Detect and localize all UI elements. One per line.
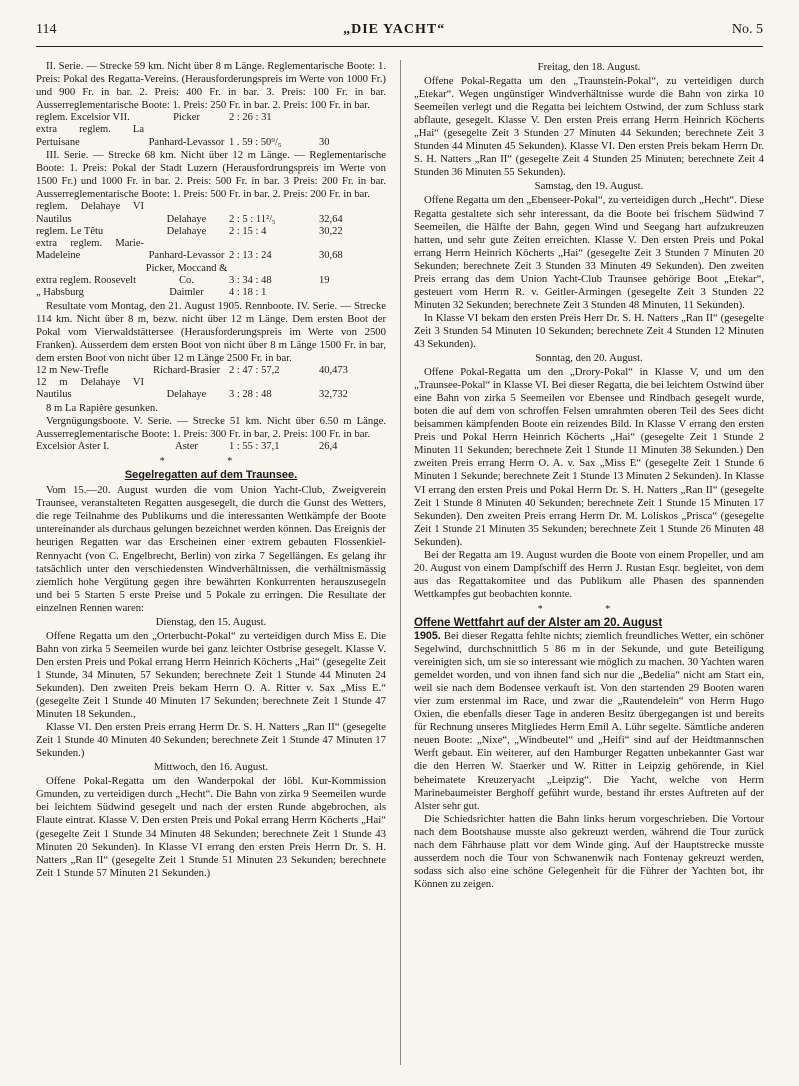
boat-name-cell: extra reglem. Marie-Madeleine: [36, 238, 144, 262]
course-paragraph: Die Schiedsrichter hatten die Bahn links herum vorgeschrieben. Die Vortour nach dem Bootshause musste also gekreuzt werden, während die Tour zurück nach dem Fährhause platt vor dem Winde ging. Auf der Hauptstrecke musste ausserdem noch die Tour von Schwanenwik nach Fontenay gekreuzt werden, sodass sich also eine schöne Gelegenheit für die Führer der Yachten bot, ihr Können zu zeigen.: [414, 812, 764, 890]
speed-cell: 30,68: [319, 250, 343, 262]
results-table-series-3: [36, 201, 386, 299]
boat-name-cell: extra reglem. Roosevelt: [36, 275, 137, 287]
page-number: 114: [36, 22, 57, 37]
alster-text: Bei dieser Regatta fehlte nichts; ziemlich freundliches Wetter, ein schöner Segelwind, durchschnittlich 5 86 m in der Sekunde, und gute Beteiligung vereinigten sich, um sie so interessant wie möglich zu machen. 30 Yachten waren gemeldet worden, und von ihnen fand sich nur die „Bedelia“ nicht am Start ein, weil sie nach dem Bodensee verkauft ist. Von den startenden 29 Booten waren vier zum erstenmal im Race, und zwar die „Rautendelein“ von Herrn Hugo Oxien, die ebenfalls dieser Tage in anderen Besitz übergegangen ist und bereits für Rechnung unseres Mitgliedes Herrn Emil A. Lühr segelte. Sämtliche anderen neuen Boote: „Nixe“, „Windbeutel“ und „Heifi“ sind auf der Heidtmannschen Werft gebaut. Ein weiterer, auf den Hamburger Regatten unbekannter Gast war die den Herren W. Staerker und W. Ritter in Leipzig gehörende, in Kiel beheimatete Kreuzeryacht „Leipzig“. Die Yacht, welche von Herrn Marinebaumeister Berghoff geführt wurde, bestand ihr erstes Auftreten auf der Alster sehr gut.: [414, 630, 764, 812]
section-stars: * *: [537, 603, 641, 615]
speed-cell: 40,473: [319, 364, 348, 376]
results-table-series-2: [36, 112, 386, 149]
race-paragraph: Klasse VI. Den ersten Preis errang Herrn Dr. S. H. Natters „Ran II“ (gesegelte Zeit 1 Stunde 40 Minuten 40 Sekunden; berechnete Zeit 1 Stunde 47 Minuten 17 Sekunden.): [36, 721, 386, 760]
section-heading-traunsee: Segelregatten auf dem Traunsee.: [124, 469, 298, 482]
race-paragraph: Offene Regatta um den „Ebenseer-Pokal“, zu verteidigen durch „Hecht“. Diese Regatta gestaltete sich sehr interessant, da die Boote bei frischem Südwind 7 Seemeilen, die Hälfte der Bahn, gegen Wind und Seegang hart aufzukreuzen hatten, und sehr gute Zeiten erreichten. Klasse V. Den ersten Preis und Pokal errang Herrn Heinrich Köcherts „Hai“ (gesegelte Zeit 3 Stunden 7 Minuten 20 Sekunden; berechnete Zeit 3 Stunden 33 Minuten 49 Sekunden). Den zweiten Preis errang das dem Union Yacht-Club Traunsee gehörige Boot „Etekar“, gesteuert vom Herrn R. v. Geitler-Armingen (gesegelte Zeit 3 Stunden 22 Minuten 32 Sekunden; berechnete Zeit 3 Stunden 48 Minuten, 11 Sekunden).: [414, 194, 764, 311]
builder-cell: Daimler: [169, 287, 204, 299]
section-stars: * *: [159, 456, 263, 468]
section-heading-year: 1905.: [414, 630, 441, 643]
race-paragraph: Offene Pokal-Regatta um den „Traunstein-Pokal“, zu verteidigen durch „Etekar“. Wegen ungünstiger Windverhältnisse wurde die Bahn von zirka 10 Seemeilen verlegt und die Regatta bei leichtem Ostwind, der zum Schluss stark abflaute, gesegelt. Klasse V. Den ersten Preis errang Herrn Heinrich Köcherts „Hai“ (gesegelte Zeit 3 Stunden 27 Minuten 44 Sekunden; berechnete Zeit 3 Stunden 44 Minuten 45 Sekunden). Klasse VI. Den ersten Preis bekam Herrn Dr. S. H. Natters „Ran II“ (gesegelte Zeit 4 Stunden 25 Minuten; berechnete Zeit 4 Stunden 36 Minuten 55 Sekunden).: [414, 75, 764, 179]
boat-name-cell: 12 m New-Trefle: [36, 364, 109, 376]
elapsed-time-cell: 3 : 34 : 48: [229, 275, 272, 287]
builder-cell: Richard-Brasier: [152, 364, 221, 376]
elapsed-time-cell: 4 : 18 : 1: [229, 287, 267, 299]
series-4-text: Resultate vom Montag, den 21. August 1905. Rennboote. IV. Serie. — Strecke 114 km. Nicht über 8 m, bezw. nicht über 12 m Länge. Dem ersten Boot der Pokal vom Vierwaldstättersee (Herausforderungspreis im Werte von 2500 Franken). Ausserdem dem ersten Boot von nicht über 8 m Länge 1500 Fr. in bar, dem ersten Boot von nicht über 12 m Länge 2500 Fr. in bar.: [36, 299, 386, 364]
elapsed-time-cell: 2 : 47 : 57,2: [229, 364, 280, 376]
boat-name-cell: „ Habsburg: [36, 287, 84, 299]
day-heading: Sonntag, den 20. August.: [535, 352, 643, 365]
speed-cell: 30: [319, 136, 330, 148]
speed-cell: [319, 287, 386, 299]
builder-cell: Panhard-Levassor: [148, 136, 225, 148]
table-row: [36, 441, 386, 453]
table-row: [36, 124, 386, 149]
elapsed-time-cell: 2 : 13 : 24: [229, 250, 272, 262]
series-5-text: Vergnügungsboote. V. Serie. — Strecke 51 km. Nicht über 6.50 m Länge. Ausserreglementarische Boote: 1. Preis: 300 Fr. in bar, 2. Preis: 100 Fr. in bar.: [36, 414, 386, 440]
left-column: [36, 60, 386, 1070]
race-paragraph: Offene Pokal-Regatta um den „Drory-Pokal“ in Klasse V, und um den „Traunsee-Pokal“ in Klasse VI. Bei dieser Regatta, die bei leichtem Ostwind über eine Bahn von zirka 5 Seemeilen vor Ebensee und Rindbach gesegelt wurde, boten die auf dem von schroffen Felsen umrahmten oberen Teil des Sees dicht beisammen kämpfenden Boote ein reizendes Bild. In Klasse V errang den ersten Preis und Pokal Herrn Heinrich Köcherts „Hai“ (gesegelte Zeit 1 Stunde 2 Minuten 11 Sekunden; berechnete Zeit 1 Stunde 11 Minuten 38 Sekunden.) Den zweiten Preis errang Herrn O. A. v. Sax „Miss E“ (gesegelte Zeit 1 Stunde 6 Minuten 1 Sekunde; berechnete Zeit 1 Stunde 13 Minuten 2 Sekunden). In Klasse VI errang den ersten Preis und Pokal Herrn Dr. S. H. Natters „Ran II“ (gesegelte Zeit 1 Stunde 8 Minuten 40 Sekunden; berechnete Zeit 1 Stunde 15 Minuten 17 Sekunden). Den zweiten Preis errang Herrn Dr. M. Loliskos „Prisca“ (gesegelte Zeit 1 Stunde 21 Minuten 35 Sekunden; berechnete Zeit 1 Stunde 26 Minuten 48 Sekunden).: [414, 366, 764, 548]
issue-number: No. 5: [731, 22, 763, 37]
builder-cell: Picker, Moccand & Co.: [145, 262, 228, 287]
race-paragraph: Offene Pokal-Regatta um den Wanderpokal der löbl. Kur-Kommission Gmunden, zu verteidigen durch „Hecht“. Die Bahn von zirka 9 Seemeilen wurde bei leichtem Südwind gesegelt und nach der ersten Runde abgebrochen, als Flaute eintrat. Klasse V. Den ersten Preis und Pokal errang Herrn Köcherts „Hai“ (gesegelte Zeit 1 Stunde 34 Minuten 48 Sekunden; berechnete Zeit 1 Stunde 43 Minuten 20 Sekunden). In Klasse VI errang den ersten Preis Herrn Dr. S. H. Natters „Ran II“ (gesegelte Zeit 1 Stunde 51 Minuten 23 Sekunden; berechnete Zeit 1 Stunde 57 Minuten 21 Sekunden.): [36, 775, 386, 879]
table-row: [36, 112, 386, 124]
journal-title: „DIE YACHT“: [343, 22, 446, 37]
builder-cell: Delahaye: [166, 389, 207, 401]
table-row: [36, 377, 386, 402]
series-3-text: III. Serie. — Strecke 68 km. Nicht über 12 m Länge. — Reglementarische Boote: 1. Preis: Pokal der Stadt Luzern (Herausfordrungspreis im Werte von 1500 Fr.) und 1000 Fr. in bar. 2. Preis: 500 Fr. in bar. 3 Preis: 200 Fr. in bar. Ausserreglementarische Boote: 1. Preis: 500 Fr. in bar. 2. Preis: 200 Fr. in bar.: [36, 149, 386, 201]
results-table-series-5: [36, 441, 386, 453]
boat-name-cell: reglem. Delahaye VI Nautilus: [36, 201, 144, 225]
results-table-series-4: [36, 365, 386, 402]
speed-cell: 30,22: [319, 225, 343, 237]
boat-name-cell: Excelsior Aster I.: [36, 440, 110, 452]
builder-cell: Panhard-Levassor: [148, 250, 225, 262]
elapsed-time-cell: 2 : 15 : 4: [229, 225, 267, 237]
sunk-note: 8 m La Rapière gesunken.: [46, 401, 158, 414]
right-column: [414, 60, 764, 1070]
boat-name-cell: extra reglem. La Pertuisane: [36, 124, 144, 148]
column-separator: [400, 60, 401, 1065]
table-row: [36, 238, 386, 263]
race-paragraph: In Klasse VI bekam den ersten Preis Herr Dr. S. H. Natters „Ran II“ (gesegelte Zeit 3 Stunden 54 Minuten 10 Sekunden; berechnete Zeit 4 Stunden 12 Minuten 43 Sekunden).: [414, 311, 764, 350]
race-paragraph: Offene Regatta um den „Orterbucht-Pokal“ zu verteidigen durch Miss E. Die Bahn von zirka 5 Seemeilen wurde bei ganz leichter Ostbrise gesegelt. Klasse V. Den ersten Preis und Pokal errang Herrn Heinrich Köcherts „Hai“ (gesegelte Zeit 1 Stunde, 34 Minuten, 57 Sekunden; berechnete Zeit 1 Stunde 44 Minuten 24 Sekunden). Den zweiten Preis bekam Herrn O. A. Ritter v. Sax „Miss E.“ (gesegelte Zeit 1 Stunde 40 Minuten 17 Sekunden; berechnete Zeit 1 Stunde 47 Minuten 18 Sekunden.,: [36, 629, 386, 721]
speed-cell: 32,64: [319, 213, 343, 225]
speed-cell: 26,4: [319, 440, 338, 452]
alster-paragraph: [414, 617, 764, 813]
day-heading: Dienstag, den 15. August.: [155, 615, 267, 628]
builder-cell: Picker: [173, 112, 200, 124]
day-heading: Mittwoch, den 16. August.: [154, 761, 268, 774]
table-row: [36, 201, 386, 226]
builder-cell: Delahaye: [166, 213, 207, 225]
table-row: [36, 287, 386, 299]
table-row: [36, 226, 386, 238]
speed-cell: 19: [319, 275, 330, 287]
builder-cell: Delahaye: [166, 225, 207, 237]
table-row: [36, 263, 386, 288]
boat-name-cell: reglem. Excelsior VII.: [36, 112, 130, 124]
table-row: [36, 365, 386, 377]
elapsed-time-cell: 1 . 59 : 50⁹/₅: [229, 136, 282, 148]
boat-name-cell: 12 m Delahaye VI Nautilus: [36, 377, 144, 401]
elapsed-time-cell: 3 : 28 : 48: [229, 389, 272, 401]
speed-cell: [319, 112, 386, 124]
race-paragraph: Bei der Regatta am 19. August wurden die Boote von einem Propeller, und am 20. August von einem Dampfschiff des Herrn J. Rustan Esqr. begleitet, von dem aus das Regattakomitee und das Publikum alle Phasen des spannenden Wettkampfes gut beobachten konnte.: [414, 548, 764, 600]
elapsed-time-cell: 1 : 55 : 37,1: [229, 440, 280, 452]
day-heading: Freitag, den 18. August.: [537, 61, 641, 73]
elapsed-time-cell: 2 : 5 : 11²/₅: [229, 213, 276, 225]
traunsee-intro: Vom 15.—20. August wurden die vom Union Yacht-Club, Zweigverein Traunsee, veranstalteten Regatten ausgesegelt, die durch die Gunst des Wetters, die rege Teilnahme des Publikums und die interessanten Wettkämpfe der Boote untereinander als durchaus gelungen bezeichnet werden können. Das Ereignis der heurigen Regatten war das Erscheinen einer extrem gebauten Flossenkiel-Rennyacht (von C. Engelbrecht, Berlin) von zirka 7 Segellängen. Es gelang ihr tatsächlich unter den verschiedensten Windverhältnissen, die verhältnismässig ziemlich hohe Vergütung gegen ihre bewährten Konkurrenten herauszusegeln und bei 5 Starten 5 erste Preise und 5 Pokale zu erringen. Die Resultate der einzelnen Rennen waren:: [36, 484, 386, 614]
elapsed-time-cell: 2 : 26 : 31: [229, 112, 272, 124]
section-heading-alster: Offene Wettfahrt auf der Alster am 20. August: [414, 616, 663, 629]
boat-name-cell: reglem. Le Têtu: [36, 225, 104, 237]
series-2-text: II. Serie. — Strecke 59 km. Nicht über 8 m Länge. Reglementarische Boote: 1. Preis: Pokal des Regatta-Vereins. (Herausforderungspreis im Werte von 1000 Fr.) und 900 Fr. in bar. 2. Preis: 400 Fr. in bar. 3. Preis: 100 Fr. in bar. Ausserreglementarische Boote: 1. Preis: 250 Fr. in bar. 2. Preis: 100 Fr. in bar.: [36, 60, 386, 112]
speed-cell: 32,732: [319, 389, 348, 401]
header-rule: [36, 46, 763, 47]
builder-cell: Aster: [175, 440, 198, 452]
day-heading: Samstag, den 19. August.: [534, 180, 644, 193]
page-header: [36, 22, 763, 44]
